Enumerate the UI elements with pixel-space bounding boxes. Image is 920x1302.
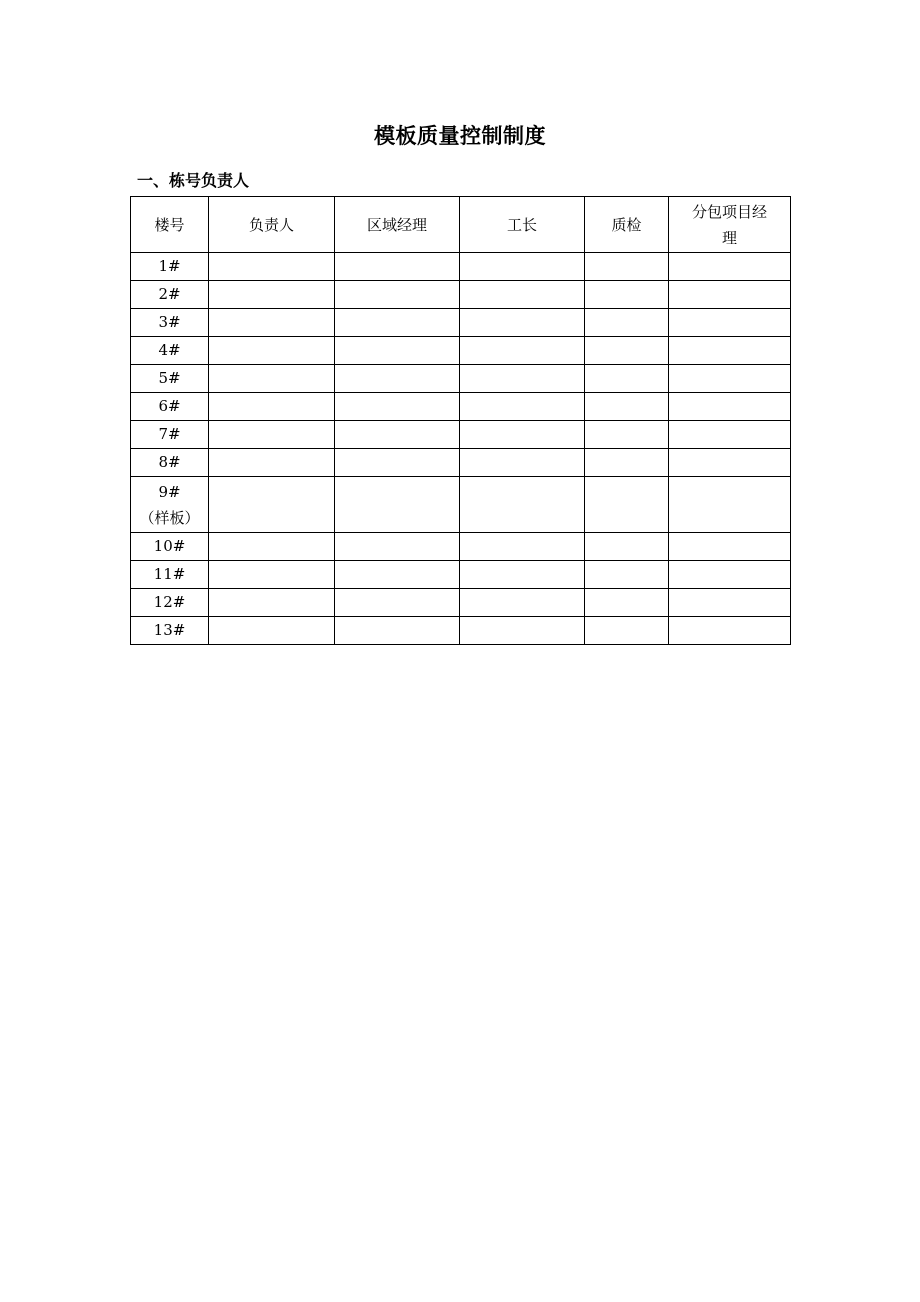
table-header-row	[131, 197, 791, 253]
building-number: 10#	[153, 537, 186, 555]
header-subcontract-line-2: 理	[721, 228, 737, 247]
subcontract-project-manager-cell	[669, 393, 791, 421]
person-in-charge-cell	[209, 281, 335, 309]
building-number: 7#	[158, 425, 181, 443]
area-manager-cell	[335, 589, 460, 617]
area-manager-cell	[335, 617, 460, 645]
foreman-cell	[460, 421, 585, 449]
subcontract-project-manager-cell	[669, 309, 791, 337]
document-title: 模板质量控制制度	[374, 124, 546, 148]
person-in-charge-cell	[209, 337, 335, 365]
person-in-charge-cell	[209, 617, 335, 645]
building-number: 2#	[158, 285, 181, 303]
area-manager-cell	[335, 281, 460, 309]
area-manager-cell	[335, 449, 460, 477]
foreman-cell	[460, 617, 585, 645]
building-number: 6#	[158, 397, 181, 415]
foreman-cell	[460, 253, 585, 281]
subcontract-project-manager-cell	[669, 281, 791, 309]
header-building-number: 楼号	[131, 197, 209, 253]
subcontract-project-manager-cell	[669, 561, 791, 589]
building-number: 4#	[158, 341, 181, 359]
building-number: 3#	[158, 313, 181, 331]
person-in-charge-cell	[209, 393, 335, 421]
building-note: （样板）	[139, 508, 200, 527]
area-manager-cell	[335, 337, 460, 365]
building-number-cell	[131, 337, 209, 365]
quality-inspector-cell	[585, 561, 669, 589]
quality-inspector-cell	[585, 393, 669, 421]
subcontract-project-manager-cell	[669, 533, 791, 561]
building-number: 5#	[158, 369, 181, 387]
header-foreman: 工长	[460, 197, 585, 253]
person-in-charge-cell	[209, 477, 335, 533]
subcontract-project-manager-cell	[669, 421, 791, 449]
table-row	[131, 393, 791, 421]
table-row	[131, 337, 791, 365]
building-number-cell	[131, 617, 209, 645]
quality-inspector-cell	[585, 337, 669, 365]
building-number-cell	[131, 477, 209, 533]
building-number-cell	[131, 309, 209, 337]
quality-inspector-cell	[585, 421, 669, 449]
header-subcontract-project-manager	[669, 197, 791, 253]
area-manager-cell	[335, 533, 460, 561]
table-row	[131, 589, 791, 617]
building-number: 11#	[153, 565, 186, 583]
building-number: 1#	[158, 257, 181, 275]
building-number-cell	[131, 281, 209, 309]
building-number-cell	[131, 365, 209, 393]
foreman-cell	[460, 449, 585, 477]
building-number-cell	[131, 393, 209, 421]
quality-inspector-cell	[585, 449, 669, 477]
header-quality-inspector: 质检	[585, 197, 669, 253]
subcontract-project-manager-cell	[669, 589, 791, 617]
area-manager-cell	[335, 253, 460, 281]
quality-inspector-cell	[585, 617, 669, 645]
foreman-cell	[460, 365, 585, 393]
subcontract-project-manager-cell	[669, 337, 791, 365]
person-in-charge-cell	[209, 589, 335, 617]
area-manager-cell	[335, 309, 460, 337]
building-number-cell	[131, 561, 209, 589]
foreman-cell	[460, 337, 585, 365]
building-number: 8#	[158, 453, 181, 471]
person-in-charge-cell	[209, 421, 335, 449]
subcontract-project-manager-cell	[669, 477, 791, 533]
person-in-charge-cell	[209, 365, 335, 393]
person-in-charge-cell	[209, 533, 335, 561]
building-number-cell	[131, 533, 209, 561]
area-manager-cell	[335, 393, 460, 421]
person-in-charge-cell	[209, 449, 335, 477]
subcontract-project-manager-cell	[669, 617, 791, 645]
table-row	[131, 561, 791, 589]
building-number-cell	[131, 421, 209, 449]
foreman-cell	[460, 309, 585, 337]
area-manager-cell	[335, 477, 460, 533]
building-number: 9#	[158, 482, 181, 501]
foreman-cell	[460, 561, 585, 589]
quality-inspector-cell	[585, 589, 669, 617]
table-row	[131, 253, 791, 281]
table-row	[131, 309, 791, 337]
foreman-cell	[460, 281, 585, 309]
subcontract-project-manager-cell	[669, 449, 791, 477]
foreman-cell	[460, 589, 585, 617]
header-area-manager: 区域经理	[335, 197, 460, 253]
foreman-cell	[460, 477, 585, 533]
person-in-charge-cell	[209, 309, 335, 337]
table-row	[131, 617, 791, 645]
section-heading: 一、栋号负责人	[137, 171, 250, 190]
table-row	[131, 281, 791, 309]
subcontract-project-manager-cell	[669, 365, 791, 393]
area-manager-cell	[335, 421, 460, 449]
header-subcontract-line-1: 分包项目经	[691, 202, 767, 221]
quality-inspector-cell	[585, 533, 669, 561]
table-row	[131, 477, 791, 533]
person-in-charge-cell	[209, 253, 335, 281]
quality-inspector-cell	[585, 365, 669, 393]
responsibility-table	[130, 196, 791, 645]
table-row	[131, 365, 791, 393]
person-in-charge-cell	[209, 561, 335, 589]
table-row	[131, 533, 791, 561]
building-number-cell	[131, 449, 209, 477]
building-number-cell	[131, 589, 209, 617]
header-person-in-charge: 负责人	[209, 197, 335, 253]
quality-inspector-cell	[585, 309, 669, 337]
table-row	[131, 449, 791, 477]
building-number-cell	[131, 253, 209, 281]
foreman-cell	[460, 533, 585, 561]
area-manager-cell	[335, 561, 460, 589]
area-manager-cell	[335, 365, 460, 393]
building-number: 12#	[153, 593, 186, 611]
table-row	[131, 421, 791, 449]
quality-inspector-cell	[585, 281, 669, 309]
quality-inspector-cell	[585, 253, 669, 281]
foreman-cell	[460, 393, 585, 421]
building-number: 13#	[153, 621, 186, 639]
subcontract-project-manager-cell	[669, 253, 791, 281]
quality-inspector-cell	[585, 477, 669, 533]
